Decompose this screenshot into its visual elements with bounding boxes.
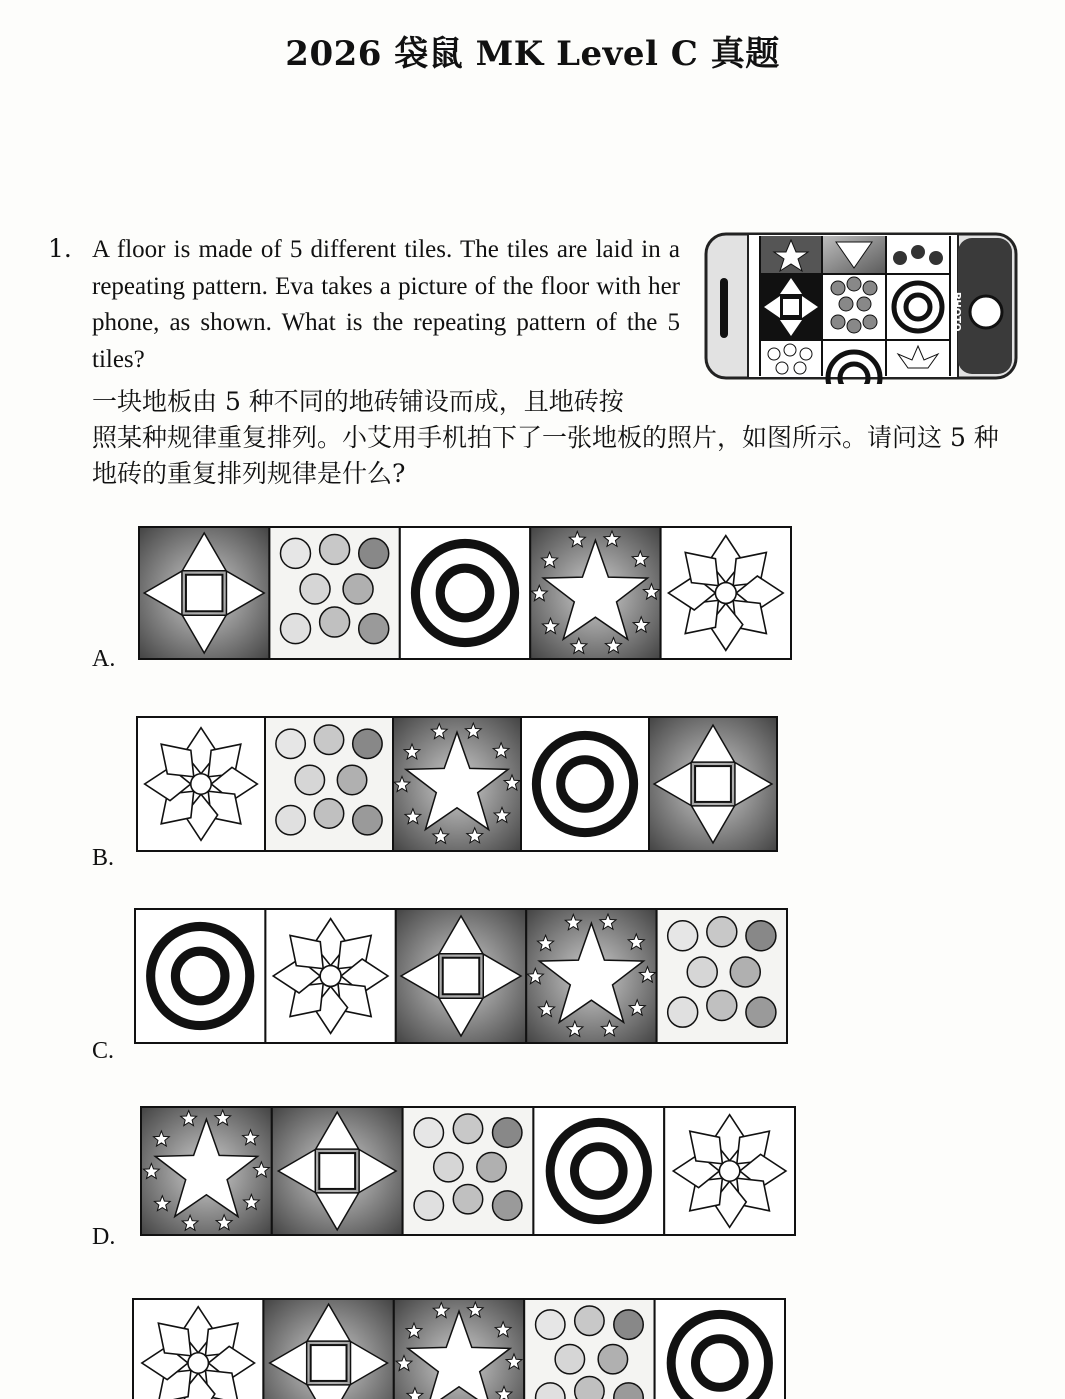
option-d-strip[interactable] bbox=[140, 1106, 796, 1236]
flower-tile bbox=[265, 909, 395, 1043]
stars-tile bbox=[141, 1107, 272, 1235]
phone-photo-label: PHOTO bbox=[951, 292, 962, 332]
stars-tile bbox=[393, 717, 521, 851]
target-tile bbox=[521, 717, 649, 851]
arrows-tile bbox=[272, 1107, 403, 1235]
phone-tile-grid bbox=[760, 236, 950, 384]
option-a-strip[interactable] bbox=[138, 526, 792, 660]
circles-tile bbox=[524, 1299, 654, 1399]
target-tile bbox=[655, 1299, 785, 1399]
option-label-d: D. bbox=[92, 1224, 116, 1250]
camera-shutter-icon bbox=[970, 296, 1002, 328]
flower-tile bbox=[661, 527, 791, 659]
stars-tile bbox=[526, 909, 656, 1043]
circles-tile bbox=[403, 1107, 534, 1235]
arrows-tile bbox=[263, 1299, 393, 1399]
circles-tile bbox=[269, 527, 399, 659]
option-label-c: C. bbox=[92, 1038, 115, 1064]
question-text-zh-line1: 一块地板由 5 种不同的地砖铺设而成，且地砖按 bbox=[92, 387, 624, 416]
option-label-a: A. bbox=[92, 646, 116, 672]
option-label-b: B. bbox=[92, 845, 115, 871]
flower-tile bbox=[133, 1299, 263, 1399]
question-text-en: A floor is made of 5 different tiles. The tiles are laid in a repeating pattern. Eva takes a picture of the floor with her phone, as shown. What is the repeating pattern of the 5 tiles? bbox=[92, 236, 680, 373]
question-number: 1. bbox=[48, 234, 72, 263]
arrows-tile bbox=[396, 909, 526, 1043]
phone-photo-illustration bbox=[704, 228, 1020, 384]
option-b-strip[interactable] bbox=[136, 716, 778, 852]
flower-tile bbox=[664, 1107, 795, 1235]
option-c-strip[interactable] bbox=[134, 908, 788, 1044]
option-e-strip[interactable] bbox=[132, 1298, 786, 1399]
arrows-tile bbox=[649, 717, 777, 851]
stars-tile bbox=[530, 527, 660, 659]
target-tile bbox=[135, 909, 265, 1043]
target-tile bbox=[533, 1107, 664, 1235]
phone-speaker bbox=[720, 278, 728, 338]
question-text-zh-line2: 照某种规律重复排列。小艾用手机拍下了一张地板的照片，如图所示。请问这 5 种地砖的重复排列规律是什么? bbox=[92, 423, 999, 488]
target-tile bbox=[400, 527, 530, 659]
flower-tile bbox=[137, 717, 265, 851]
circles-tile bbox=[265, 717, 393, 851]
stars-tile bbox=[394, 1299, 524, 1399]
arrows-tile bbox=[139, 527, 269, 659]
circles-tile bbox=[657, 909, 787, 1043]
page-title: 2026 袋鼠 MK Level C 真题 bbox=[285, 34, 780, 74]
